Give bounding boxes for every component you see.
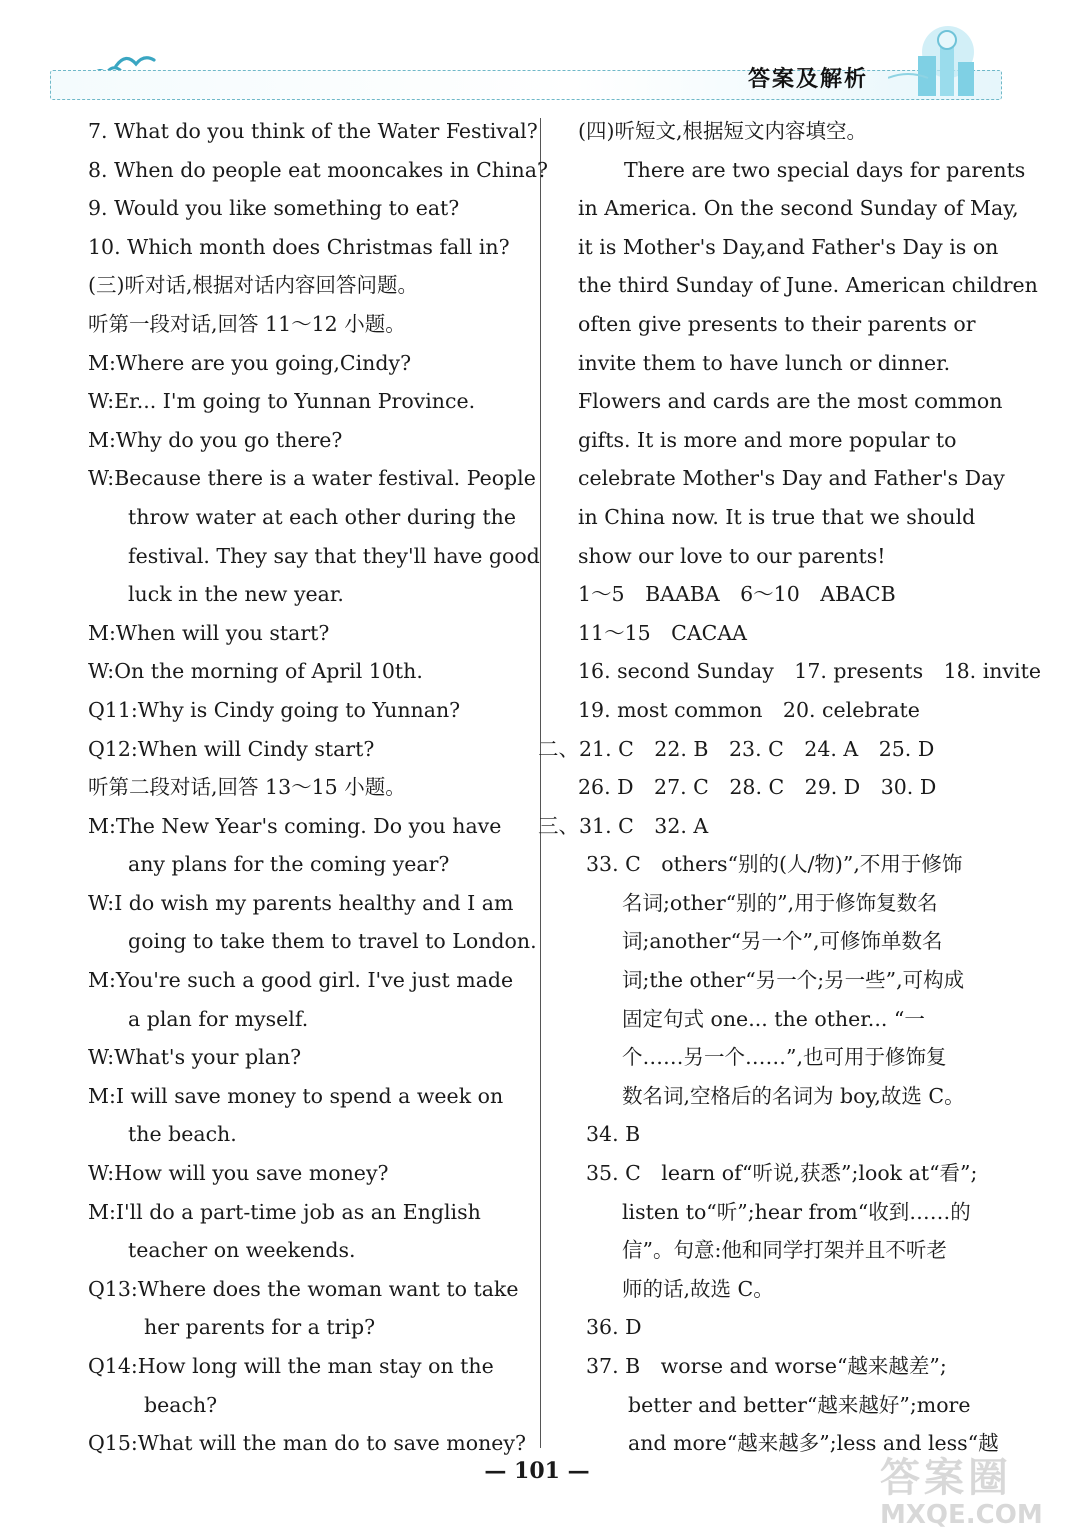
section-heading: (三)听对话,根据对话内容回答问题。 <box>88 273 419 298</box>
answer-line: 34. B <box>586 1122 641 1147</box>
explanation-line: 个……另一个……”,也可用于修饰复 <box>622 1045 947 1070</box>
dialogue-line: M:When will you start? <box>88 620 330 645</box>
passage-line: often give presents to their parents or <box>578 311 976 336</box>
text-line: 8. When do people eat mooncakes in China? <box>88 157 548 182</box>
passage-line: the third Sunday of June. American children <box>578 273 1038 298</box>
section-heading: (四)听短文,根据短文内容填空。 <box>578 119 868 143</box>
lighthouse-icon <box>888 18 1008 100</box>
question-line: Q15:What will the man do to save money? <box>88 1431 526 1456</box>
watermark-text: 答案圈 <box>880 1455 1012 1501</box>
explanation-line: 数名词,空格后的名词为 boy,故选 C。 <box>622 1083 965 1108</box>
passage-line: Flowers and cards are the most common <box>578 389 1003 414</box>
section-subheading: 听第一段对话,回答 11～12 小题。 <box>88 311 406 336</box>
dialogue-line: M:Why do you go there? <box>88 427 343 452</box>
dialogue-line: W:What's your plan? <box>88 1045 302 1070</box>
answer-line: 26. D 27. C 28. C 29. D 30. D <box>578 775 937 800</box>
text-line: 9. Would you like something to eat? <box>88 196 460 221</box>
passage-line: it is Mother's Day,and Father's Day is on <box>578 234 999 259</box>
dialogue-line: M:I'll do a part-time job as an English <box>88 1199 481 1224</box>
question-line: Q11:Why is Cindy going to Yunnan? <box>88 697 461 722</box>
question-line: Q12:When will Cindy start? <box>88 736 375 761</box>
page-header <box>0 0 1074 110</box>
explanation-line: 固定句式 one... the other... “一 <box>622 1006 925 1031</box>
explanation-line: 师的话,故选 C。 <box>622 1276 774 1301</box>
dialogue-line: throw water at each other during the <box>128 504 516 529</box>
answer-line: 二、21. C 22. B 23. C 24. A 25. D <box>538 736 935 761</box>
explanation-line: 词;another“另一个”,可修饰单数名 <box>622 929 943 954</box>
answer-line: 16. second Sunday 17. presents 18. invite <box>578 659 1041 684</box>
dialogue-line: going to take them to travel to London. <box>128 929 537 954</box>
answer-line: 三、31. C 32. A <box>538 813 709 838</box>
dialogue-line: luck in the new year. <box>128 582 344 607</box>
question-line: her parents for a trip? <box>144 1315 376 1340</box>
passage-line: gifts. It is more and more popular to <box>578 427 957 452</box>
page-number: — 101 — <box>484 1458 590 1484</box>
dialogue-line: any plans for the coming year? <box>128 852 450 877</box>
dialogue-line: M:The New Year's coming. Do you have <box>88 813 502 838</box>
dialogue-line: W:On the morning of April 10th. <box>88 659 423 684</box>
dialogue-line: festival. They say that they'll have good <box>128 543 540 568</box>
answer-line: 11～15 CACAA <box>578 620 747 645</box>
question-line: Q14:How long will the man stay on the <box>88 1354 494 1378</box>
dialogue-line: M:Where are you going,Cindy? <box>88 350 412 375</box>
question-line: Q13:Where does the woman want to take <box>88 1276 519 1301</box>
passage-line: in China now. It is true that we should <box>578 504 976 529</box>
explanation-line: better and better“越来越好”;more <box>628 1392 971 1417</box>
explanation-line: 信”。句意:他和同学打架并且不听老 <box>622 1238 947 1263</box>
explanation-line: 33. C others“别的(人/物)”,不用于修饰 <box>586 852 963 877</box>
dialogue-line: the beach. <box>128 1122 237 1147</box>
passage-line: in America. On the second Sunday of May, <box>578 196 1019 221</box>
explanation-line: 35. C learn of“听说,获悉”;look at“看”; <box>586 1161 978 1186</box>
explanation-line: listen to“听”;hear from“收到……的 <box>622 1199 971 1224</box>
watermark-url: MXQE.COM <box>880 1500 1043 1530</box>
dialogue-line: W:I do wish my parents healthy and I am <box>88 890 514 915</box>
question-line: beach? <box>144 1392 218 1417</box>
watermark-logo <box>880 1456 1043 1530</box>
left-column <box>88 112 548 1463</box>
answer-line: 1～5 BAABA 6～10 ABACB <box>578 582 896 607</box>
text-line: 10. Which month does Christmas fall in? <box>88 234 510 259</box>
explanation-line: 37. B worse and worse“越来越差”; <box>586 1354 947 1378</box>
explanation-line: and more“越来越多”;less and less“越 <box>628 1431 999 1456</box>
section-subheading: 听第二段对话,回答 13～15 小题。 <box>88 775 406 800</box>
dialogue-line: teacher on weekends. <box>128 1238 356 1263</box>
dialogue-line: W:Because there is a water festival. People <box>88 466 536 491</box>
dialogue-line: M:You're such a good girl. I've just made <box>88 968 514 993</box>
text-line: 7. What do you think of the Water Festival? <box>88 119 538 143</box>
passage-line: show our love to our parents! <box>578 543 886 568</box>
answer-line: 19. most common 20. celebrate <box>578 697 920 722</box>
header-title: 答案及解析 <box>748 67 869 92</box>
passage-line: There are two special days for parents <box>624 157 1026 182</box>
dialogue-line: W:How will you save money? <box>88 1161 389 1186</box>
explanation-line: 词;the other“另一个;另一些”,可构成 <box>622 968 965 993</box>
dialogue-line: M:I will save money to spend a week on <box>88 1083 504 1108</box>
dialogue-line: W:Er... I'm going to Yunnan Province. <box>88 389 476 414</box>
answer-line: 36. D <box>586 1315 642 1340</box>
passage-line: celebrate Mother's Day and Father's Day <box>578 466 1005 491</box>
column-divider <box>540 118 541 1448</box>
dialogue-line: a plan for myself. <box>128 1006 309 1031</box>
passage-line: invite them to have lunch or dinner. <box>578 350 951 375</box>
right-column <box>538 112 1041 1463</box>
explanation-line: 名词;other“别的”,用于修饰复数名 <box>622 890 938 915</box>
